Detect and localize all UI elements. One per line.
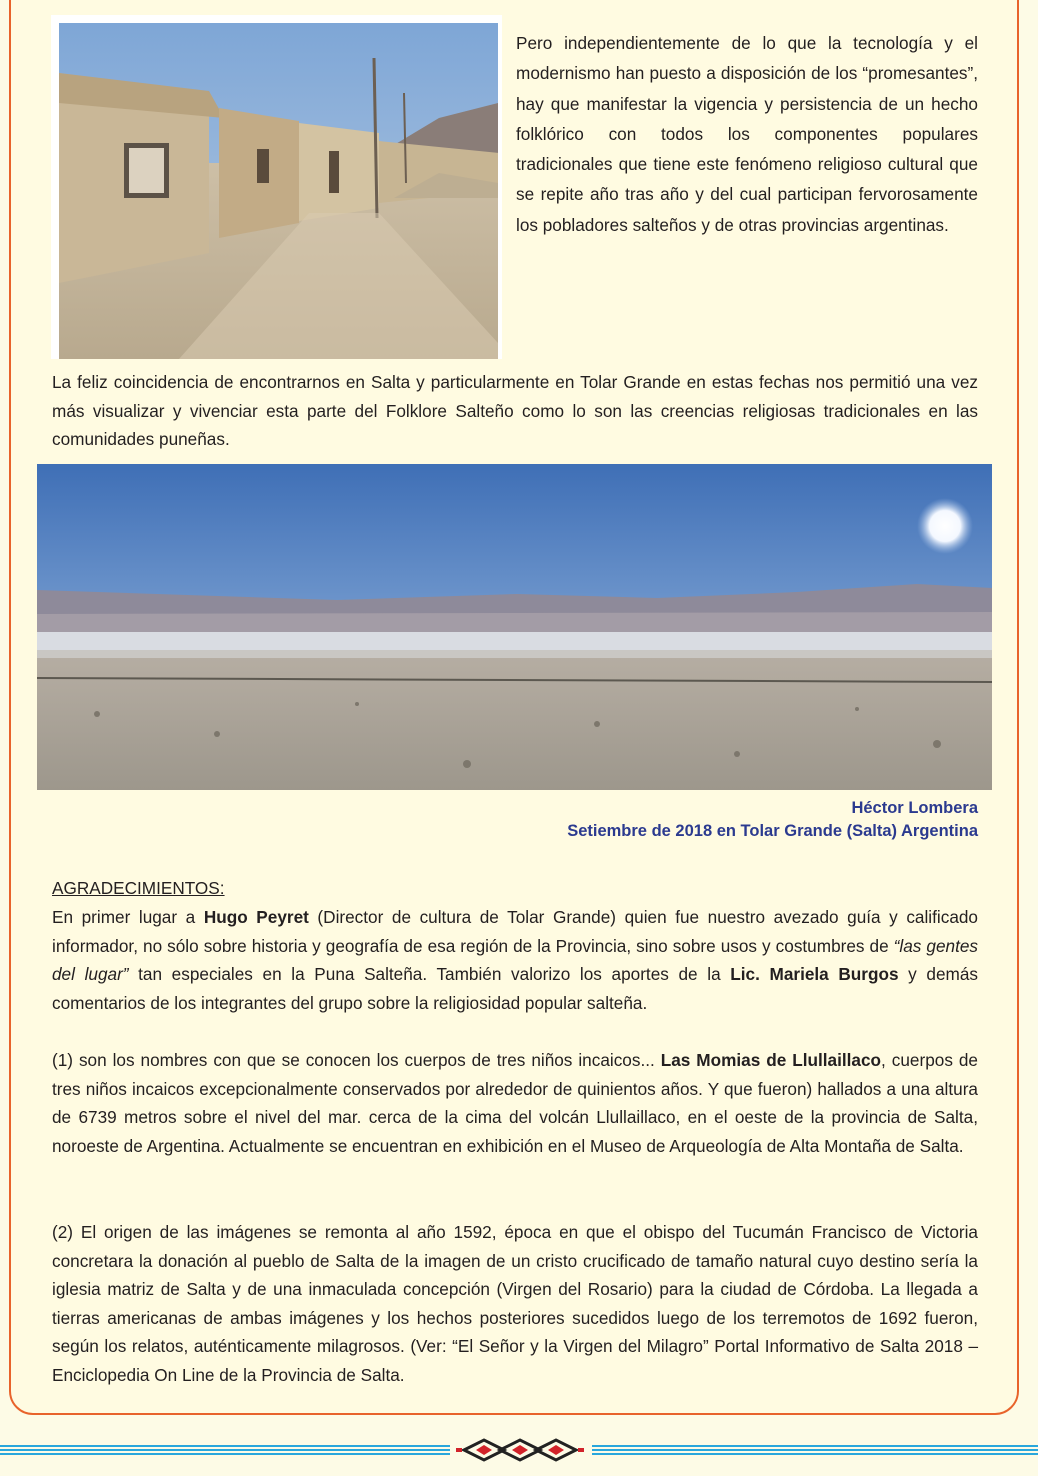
footnote-1-text-a: (1) son los nombres con que se conocen los cuerpos de tres niños incaicos...	[52, 1050, 661, 1070]
ack-text-2: (Director de cultura de Tolar Grande) quien fue nuestro avezado guía y calificado informador, no sólo sobre historia y geografía de esa región de la Provincia, sino sobre usos y costumbres de	[52, 907, 978, 956]
acknowledgements-paragraph	[52, 903, 978, 1017]
footnote-2: (2) El origen de las imágenes se remonta al año 1592, época en que el obispo del Tucumán Francisco de Victoria concretara la donación al pueblo de Salta de la imagen de un cristo crucificado de tamaño natural cuyo destino sería la iglesia matriz de Salta y de una inmaculada concepción (Virgen del Rosario) para la ciudad de Córdoba. La llegada a tierras americanas de ambas imágenes y los hechos posteriores sucedidos luego de los terremotos de 1692 fueron, según los relatos, auténticamente milagrosos. (Ver: “El Señor y la Virgen del Milagro” Portal Informativo de Salta 2018 –Enciclopedia On Line de la Provincia de Salta.	[52, 1222, 978, 1385]
intro-paragraph: Pero independientemente de lo que la tecnología y el modernismo han puesto a disposición de los “promesantes”, hay que manifestar la vigencia y persistencia de un hecho folklórico con todos los componentes populares tradicionales que tiene este fenómeno religioso cultural que se repite año tras año y del cual participan fervorosamente los pobladores salteños y de otras provincias argentinas.	[516, 33, 978, 235]
ack-text-1: En primer lugar a	[52, 907, 204, 927]
caption-author: Héctor Lombera	[851, 799, 978, 817]
acknowledgements-heading: AGRADECIMIENTOS:	[52, 878, 225, 898]
salt-flat-landscape-photo	[37, 464, 992, 790]
footer-ornament	[0, 1436, 1038, 1466]
adobe-houses-photo	[51, 15, 502, 359]
footnote-1	[52, 1046, 978, 1160]
ack-text-4: y demás comentarios de los integrantes del grupo sobre la religiosidad popular salteña.	[52, 964, 978, 1013]
coincidence-paragraph: La feliz coincidencia de encontrarnos en Salta y particularmente en Tolar Grande en estas fechas nos permitió una vez más visualizar y vivenciar esta parte del Folklore Salteño como lo son las creencias religiosas tradicionales en las comunidades puneñas.	[52, 372, 978, 450]
footnote-1-bold: Las Momias de Llullaillaco	[660, 1050, 882, 1070]
ack-quote: “las gentes del lugar”	[52, 935, 978, 985]
ack-name-hugo-peyret: Hugo Peyret	[203, 907, 309, 927]
caption-date-place: Setiembre de 2018 en Tolar Grande (Salta) Argentina	[567, 821, 978, 840]
photo-caption	[567, 797, 978, 842]
footnote-1-text-b: , cuerpos de tres niños incaicos excepcionalmente conservados por alrededor de quinientos años. Y que fueron) hallados a una altura de 6739 metros sobre el nivel del mar. cerca de la cima del volcán Llullaillaco, en el oeste de la provincia de Salta, noroeste de Argentina. Actualmente se encuentran en exhibición en el Museo de Arqueología de Alta Montaña de Salta.	[52, 1050, 978, 1156]
ack-name-mariela-burgos: Lic. Mariela Burgos	[730, 964, 899, 985]
ack-text-3: tan especiales en la Puna Salteña. También valorizo los aportes de la	[128, 964, 731, 985]
